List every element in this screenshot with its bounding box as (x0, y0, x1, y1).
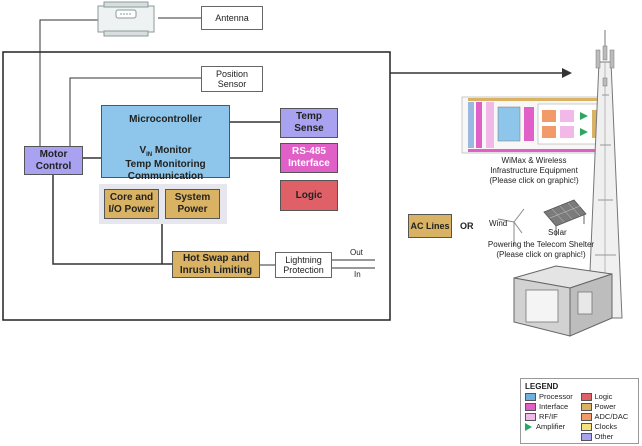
in-label: In (354, 270, 361, 279)
system-power-block[interactable]: System Power (165, 189, 220, 219)
legend-item-other (581, 432, 635, 441)
legend-item-logic (581, 392, 635, 401)
legend-item-label: ADC/DAC (594, 412, 629, 421)
legend-panel (520, 378, 639, 444)
vin-symbol: V (139, 145, 147, 156)
solar-label: Solar (548, 228, 567, 237)
amplifier-triangle-icon (525, 423, 532, 431)
vin-subscript: IN (146, 152, 153, 158)
telecom-shelter-graphic[interactable] (514, 266, 612, 336)
legend-swatch (581, 433, 592, 441)
legend-swatch (581, 393, 592, 401)
legend-item-label: Interface (539, 402, 569, 411)
microcontroller-title: Microcontroller (129, 114, 202, 125)
lightning-protection-box: Lightning Protection (275, 252, 332, 278)
legend-item-amplifier (525, 422, 579, 431)
communication-label: Communication (127, 171, 204, 183)
legend-item-power (581, 402, 635, 411)
temp-monitoring-label: Temp Monitoring (125, 159, 206, 171)
wimax-equipment-graphic[interactable] (462, 97, 607, 153)
legend-swatch (581, 403, 592, 411)
legend-item-label: Logic (594, 392, 613, 401)
legend-grid (525, 392, 634, 441)
arrow-head (562, 68, 572, 78)
legend-item-interface (525, 402, 579, 411)
or-label: OR (460, 221, 474, 231)
legend-item-label: Other (594, 432, 614, 441)
legend-item-label: Power (594, 402, 616, 411)
vin-monitor-rest: Monitor (152, 145, 192, 156)
legend-item-clocks (581, 422, 635, 431)
antenna-device-graphic (98, 2, 154, 36)
legend-item-label: Processor (539, 392, 573, 401)
shelter-caption[interactable]: Powering the Telecom Shelter (Please click on graphic!) (487, 240, 595, 259)
wimax-caption[interactable]: WiMax & Wireless Infrastructure Equipment (Please click on graphic!) (489, 156, 579, 185)
legend-item-label: Amplifier (536, 422, 566, 431)
motor-control-block[interactable]: Motor Control (24, 146, 83, 175)
wind-label: Wind (489, 219, 508, 228)
legend-swatch (581, 413, 592, 421)
legend-item-label: Clocks (594, 422, 618, 431)
logic-block[interactable]: Logic (280, 180, 338, 211)
temp-sense-block[interactable]: Temp Sense (280, 108, 338, 138)
position-sensor-box: Position Sensor (201, 66, 263, 92)
legend-item-rf-if (525, 412, 579, 421)
core-io-power-block[interactable]: Core and I/O Power (104, 189, 159, 219)
antenna-label-box: Antenna (201, 6, 263, 30)
ac-lines-block[interactable]: AC Lines (408, 214, 452, 238)
hot-swap-block[interactable]: Hot Swap and Inrush Limiting (172, 251, 260, 278)
out-label: Out (350, 248, 363, 257)
legend-title: LEGEND (525, 382, 559, 391)
legend-item-adc-dac (581, 412, 635, 421)
rs485-interface-block[interactable]: RS-485 Interface (280, 143, 338, 173)
legend-item-empty (525, 432, 579, 441)
legend-swatch (525, 403, 536, 411)
legend-item-processor (525, 392, 579, 401)
legend-swatch (525, 413, 536, 421)
legend-item-label: RF/IF (539, 412, 558, 421)
legend-swatch (581, 423, 592, 431)
vin-monitor-label (139, 133, 191, 159)
microcontroller-block[interactable] (101, 105, 230, 183)
legend-swatch (525, 393, 536, 401)
